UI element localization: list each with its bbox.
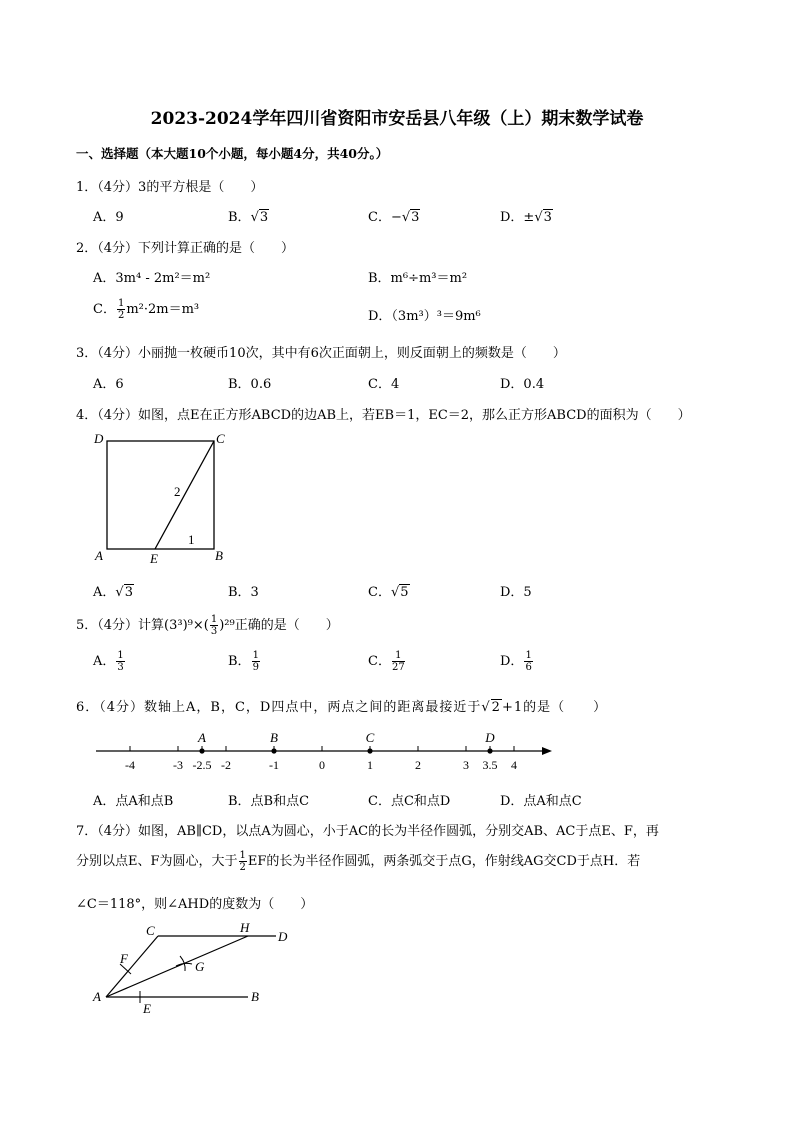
number-line-tick-label: 3 <box>463 758 469 772</box>
q6-option-b: B．点B和点C <box>228 794 310 809</box>
number-line-tick-label: 0 <box>319 758 325 772</box>
q3-option-b: B．0.6 <box>228 377 272 392</box>
number-line-tick-label: 4 <box>511 758 517 772</box>
q7-label-d: D <box>278 929 288 944</box>
q4-label-d: D <box>94 431 104 446</box>
q1-option-c: C．−√3 <box>368 210 420 225</box>
q4-label-a: A <box>95 548 103 563</box>
q6-stem: 6．（4分）数轴上A，B，C，D四点中，两点之间的距离最接近于√2+1的是（ ） <box>76 700 608 715</box>
q7-label-h: H <box>240 920 250 935</box>
number-line-point-label: A <box>198 730 206 745</box>
page-title: 2023-2024学年四川省资阳市安岳县八年级（上）期末数学试卷 <box>150 109 644 129</box>
q5-option-b: B． $\frac{1}{9}$ <box>228 650 259 673</box>
q7-parallel-figure <box>88 918 308 1018</box>
q7-label-e: E <box>143 1001 151 1016</box>
q5-option-c: C． $\frac{1}{27}$ <box>368 650 405 673</box>
q2-stem: 2．（4分）下列计算正确的是（ ） <box>76 241 295 256</box>
number-line-tick-label: 1 <box>367 758 373 772</box>
number-line-point-label: C <box>365 730 375 745</box>
q4-option-d: D．5 <box>500 585 532 600</box>
q3-option-c: C．4 <box>368 377 400 392</box>
q7-label-c: C <box>146 923 155 938</box>
q3-option-d: D．0.4 <box>500 377 545 392</box>
q7-line-3: ∠C＝118°，则∠AHD的度数为（ ） <box>76 897 314 912</box>
q2-option-c: C． $\frac{1}{2}$ m²·2m＝m³ <box>93 298 200 321</box>
q7-label-f: F <box>120 951 128 966</box>
number-line-tick-label: 2 <box>415 758 421 772</box>
number-line-point <box>271 748 276 753</box>
q4-option-c: C．√5 <box>368 585 409 600</box>
q2-option-b: B．m⁶÷m³＝m² <box>368 271 468 286</box>
q1-stem: 1．（4分）3的平方根是（ ） <box>76 180 264 195</box>
number-line-tick-label: -4 <box>125 758 135 772</box>
q4-length-ec: 2 <box>174 484 181 499</box>
number-line-point <box>367 748 372 753</box>
q4-option-a: A．√3 <box>93 585 133 600</box>
q6-number-line <box>90 724 560 776</box>
q7-label-g: G <box>195 959 205 974</box>
q4-length-eb: 1 <box>188 532 195 547</box>
q4-stem: 4．（4分）如图，点E在正方形ABCD的边AB上，若EB＝1，EC＝2，那么正方形ABCD的面积为（ ） <box>76 408 691 423</box>
number-line-tick-label: 3.5 <box>482 758 498 772</box>
q1-option-a: A．9 <box>93 210 124 225</box>
q2-option-d: D．（3m³）³＝9m⁶ <box>368 309 481 324</box>
q4-label-b: B <box>215 548 223 563</box>
q3-stem: 3．（4分）小丽抛一枚硬币10次，其中有6次正面朝上，则反面朝上的频数是（ ） <box>76 346 566 361</box>
number-line-tick-label: -2 <box>221 758 231 772</box>
q1-option-b: B．√3 <box>228 210 269 225</box>
number-line-tick-label: -1 <box>269 758 279 772</box>
number-line-arrow <box>542 747 552 755</box>
number-line-tick-label: -2.5 <box>192 758 212 772</box>
number-line-tick-label: -3 <box>173 758 183 772</box>
q4-label-e: E <box>150 551 158 566</box>
q4-option-b: B．3 <box>228 585 259 600</box>
q6-option-a: A．点A和点B <box>93 794 174 809</box>
section-heading: 一、选择题（本大题10个小题，每小题4分，共40分。） <box>76 146 389 161</box>
q1-option-d: D．±√3 <box>500 210 552 225</box>
number-line-point-label: D <box>485 730 495 745</box>
number-line-point <box>487 748 492 753</box>
q5-option-a: A． $\frac{1}{3}$ <box>93 650 124 673</box>
number-line-point <box>199 748 204 753</box>
q4-label-c: C <box>216 431 225 446</box>
q5-stem: 5．（4分）计算(3³)⁹×( $\frac{1}{3}$ )²⁹正确的是（ ） <box>76 614 339 637</box>
q6-option-d: D．点A和点C <box>500 794 582 809</box>
q7-line-1: 7．（4分）如图，AB∥CD，以点A为圆心，小于AC的长为半径作圆弧，分别交AB、AC于点E、F，再 <box>76 824 659 839</box>
q7-label-b: B <box>251 989 259 1004</box>
q5-option-d: D． $\frac{1}{6}$ <box>500 650 532 673</box>
q6-option-c: C．点C和点D <box>368 794 451 809</box>
number-line-point-label: B <box>270 730 278 745</box>
q3-option-a: A．6 <box>93 377 124 392</box>
q4-square-figure <box>88 428 238 568</box>
q7-label-a: A <box>93 989 101 1004</box>
q2-option-a: A．3m⁴ - 2m²＝m² <box>93 271 211 286</box>
q7-line-2: 分别以点E、F为圆心，大于 $\frac{1}{2}$ EF的长为半径作圆弧，两条弧交于点G，作射线AG交CD于点H．若 <box>76 850 641 873</box>
